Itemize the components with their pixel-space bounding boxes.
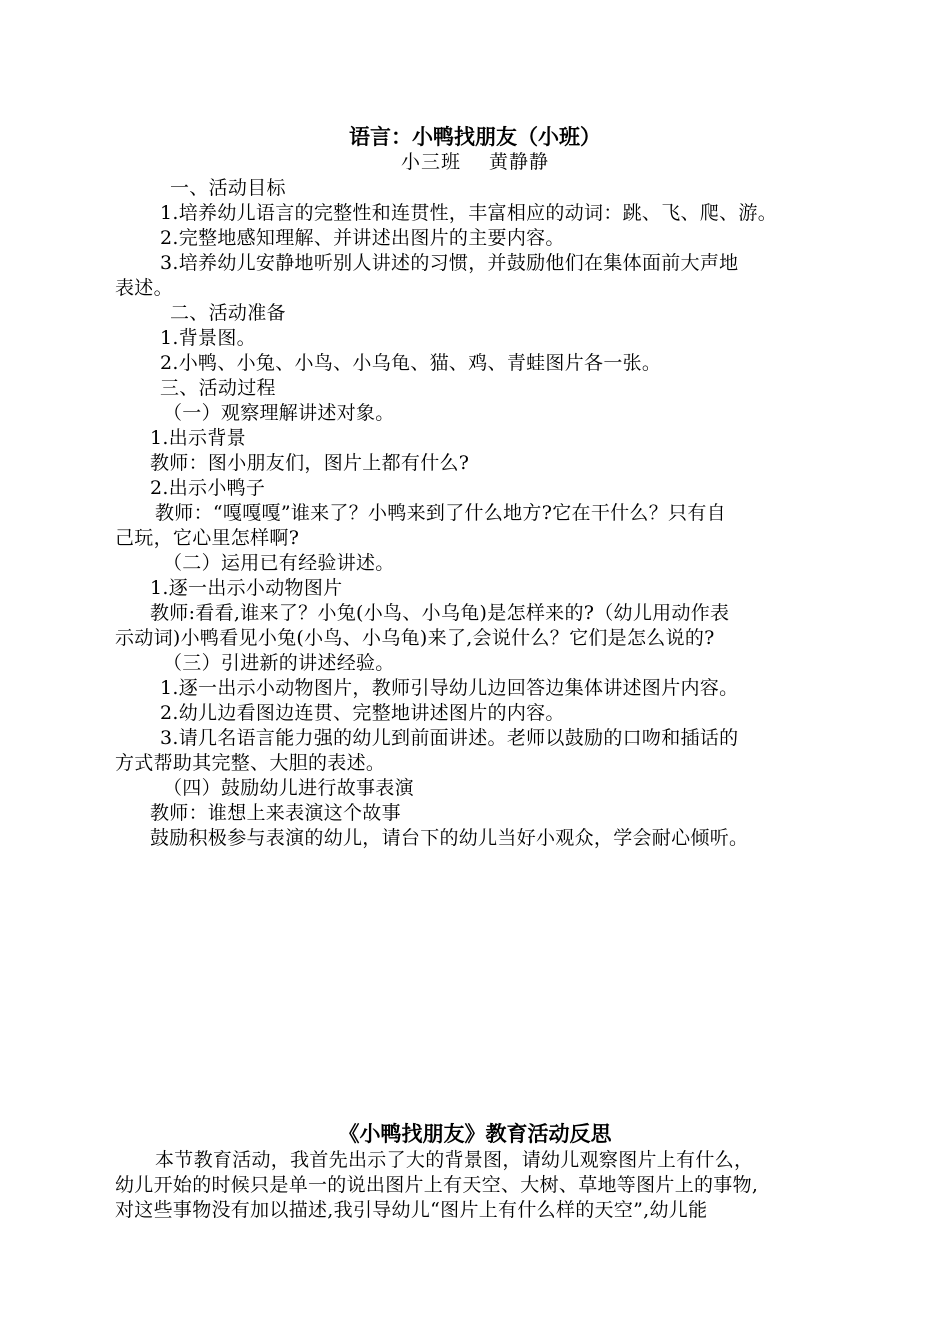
step-3-item-3-cont: 方式帮助其完整、大胆的表述。	[115, 752, 386, 774]
step-1-item-2: 2.出示小鸭子	[150, 477, 266, 499]
step-1-teacher-2: 教师：“嘎嘎嘎”谁来了？小鸭来到了什么地方?它在干什么？只有自	[155, 502, 726, 524]
goal-3-cont: 表述。	[115, 277, 173, 299]
step-1-teacher-1: 教师：图小朋友们，图片上都有什么?	[150, 452, 470, 474]
goal-2: 2.完整地感知理解、并讲述出图片的主要内容。	[160, 227, 565, 249]
heading-preparation: 二、活动准备	[170, 302, 286, 324]
step-2-teacher-cont: 示动词)小鸭看见小兔(小鸟、小乌龟)来了,会说什么？它们是怎么说的?	[115, 627, 715, 649]
step-1-teacher-2-cont: 己玩，它心里怎样啊?	[115, 527, 300, 549]
class-name: 小三班	[400, 151, 461, 173]
step-1-item-1: 1.出示背景	[150, 427, 246, 449]
step-4-encourage: 鼓励积极参与表演的幼儿，请台下的幼儿当好小观众，学会耐心倾听。	[150, 827, 749, 849]
step-2-item-1: 1.逐一出示小动物图片	[150, 577, 343, 599]
lesson-title: 语言：小鸭找朋友（小班）	[349, 124, 601, 149]
goal-3: 3.培养幼儿安静地听别人讲述的习惯，并鼓励他们在集体面前大声地	[160, 252, 739, 274]
heading-goals: 一、活动目标	[170, 177, 286, 199]
lesson-subtitle	[0, 150, 950, 174]
reflection-title: 《小鸭找朋友》教育活动反思	[338, 1121, 612, 1146]
goal-1: 1.培养幼儿语言的完整性和连贯性，丰富相应的动词：跳、飞、爬、游。	[160, 202, 778, 224]
step-1-heading: （一）观察理解讲述对象。	[163, 402, 395, 424]
step-4-heading: （四）鼓励幼儿进行故事表演	[163, 777, 414, 799]
step-3-item-2: 2.幼儿边看图边连贯、完整地讲述图片的内容。	[160, 702, 565, 724]
step-4-teacher: 教师：谁想上来表演这个故事	[150, 802, 401, 824]
step-2-heading: （二）运用已有经验讲述。	[163, 552, 395, 574]
step-2-teacher: 教师:看看,谁来了？小兔(小鸟、小乌龟)是怎样来的?（幼儿用动作表	[150, 602, 730, 624]
prep-1: 1.背景图。	[160, 327, 256, 349]
reflection-line-1: 本节教育活动，我首先出示了大的背景图，请幼儿观察图片上有什么，	[155, 1149, 754, 1171]
step-3-heading: （三）引进新的讲述经验。	[163, 652, 395, 674]
reflection-line-3: 对这些事物没有加以描述,我引导幼儿“图片上有什么样的天空”,幼儿能	[115, 1199, 708, 1221]
heading-process: 三、活动过程	[160, 377, 276, 399]
prep-2: 2.小鸭、小兔、小鸟、小乌龟、猫、鸡、青蛙图片各一张。	[160, 352, 662, 374]
author-name: 黄静静	[489, 151, 550, 173]
step-3-item-1: 1.逐一出示小动物图片，教师引导幼儿边回答边集体讲述图片内容。	[160, 677, 739, 699]
step-3-item-3: 3.请几名语言能力强的幼儿到前面讲述。老师以鼓励的口吻和插话的	[160, 727, 739, 749]
reflection-line-2: 幼儿开始的时候只是单一的说出图片上有天空、大树、草地等图片上的事物,	[115, 1174, 759, 1196]
